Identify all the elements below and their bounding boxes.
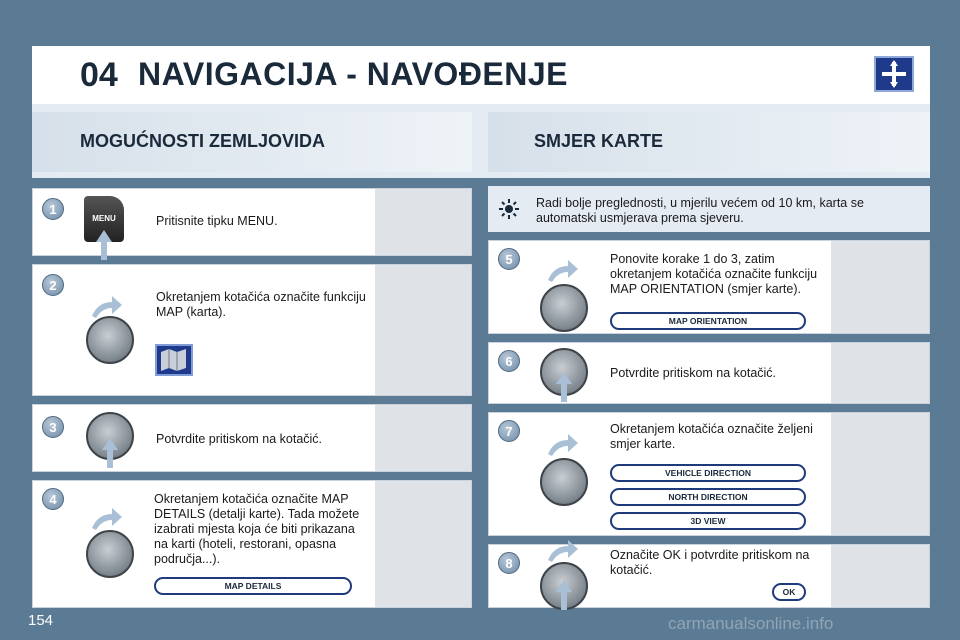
press-arrow-icon: [556, 580, 572, 610]
step-number-4: 4: [42, 488, 64, 510]
press-arrow-icon: [96, 230, 112, 260]
step-number-6: 6: [498, 350, 520, 372]
step-number-1: 1: [42, 198, 64, 220]
rotary-knob: [540, 284, 588, 332]
chapter-number: 04: [80, 56, 118, 94]
north-direction-option: NORTH DIRECTION: [610, 488, 806, 506]
rotary-knob: [540, 458, 588, 506]
control-panel-photo: [831, 545, 929, 607]
step-number-8: 8: [498, 552, 520, 574]
control-panel-photo: [831, 413, 929, 535]
map-details-option: MAP DETAILS: [154, 577, 352, 595]
control-panel-photo: [375, 189, 471, 255]
right-section-title: SMJER KARTE: [534, 131, 664, 151]
step-number-2: 2: [42, 274, 64, 296]
vehicle-direction-option: VEHICLE DIRECTION: [610, 464, 806, 482]
menu-key-icon: MENU: [84, 196, 124, 242]
page-title: NAVIGACIJA - NAVOĐENJE: [138, 56, 569, 92]
navigation-cross-icon: [874, 56, 914, 92]
step-number-5: 5: [498, 248, 520, 270]
press-arrow-icon: [102, 438, 118, 468]
info-sun-icon: [498, 198, 520, 220]
control-panel-photo: [375, 265, 471, 395]
control-panel-photo: [831, 343, 929, 403]
map-orientation-option: MAP ORIENTATION: [610, 312, 806, 330]
ok-option: OK: [772, 583, 806, 601]
info-text: Radi bolje preglednosti, u mjerilu većem od 10 km, karta se automatski usmjerava prema sjeveru.: [536, 196, 864, 225]
step-text-3: Potvrdite pritiskom na kotačić.: [156, 432, 323, 446]
watermark: carmanualsonline.info: [668, 614, 834, 633]
control-panel-photo: [375, 481, 471, 607]
step-number-7: 7: [498, 420, 520, 442]
step-text-8: Označite OK i potvrdite pritiskom na kotačić.: [610, 548, 810, 577]
control-panel-photo: [375, 405, 471, 471]
rotate-arrow-icon: [546, 540, 578, 562]
step-text-6: Potvrdite pritiskom na kotačić.: [610, 366, 777, 380]
step-text-7: Okretanjem kotačića označite željeni smjer karte.: [610, 422, 813, 451]
press-arrow-icon: [556, 372, 572, 402]
rotate-arrow-icon: [546, 434, 578, 456]
step-text-2: Okretanjem kotačića označite funkciju MAP (karta).: [156, 290, 366, 319]
rotary-knob: [86, 316, 134, 364]
step-text-4: Okretanjem kotačića označite MAP DETAILS (detalji karte). Tada možete izabrati mjesta koja će biti prikazana na karti (hoteli, restorani, opasna područja...).: [154, 492, 360, 566]
control-panel-photo: [831, 241, 929, 333]
3d-view-option: 3D VIEW: [610, 512, 806, 530]
rotate-arrow-icon: [546, 260, 578, 282]
rotary-knob: [86, 530, 134, 578]
map-function-icon: [155, 344, 193, 376]
rotate-arrow-icon: [90, 296, 122, 318]
rotate-arrow-icon: [90, 508, 122, 530]
step-text-5: Ponovite korake 1 do 3, zatim okretanjem kotačića označite funkciju MAP ORIENTATION (smjer karte).: [610, 252, 818, 296]
left-section-title: MOGUĆNOSTI ZEMLJOVIDA: [80, 131, 326, 151]
step-text-1: Pritisnite tipku MENU.: [156, 214, 278, 228]
page-number: 154: [28, 612, 54, 629]
step-number-3: 3: [42, 416, 64, 438]
